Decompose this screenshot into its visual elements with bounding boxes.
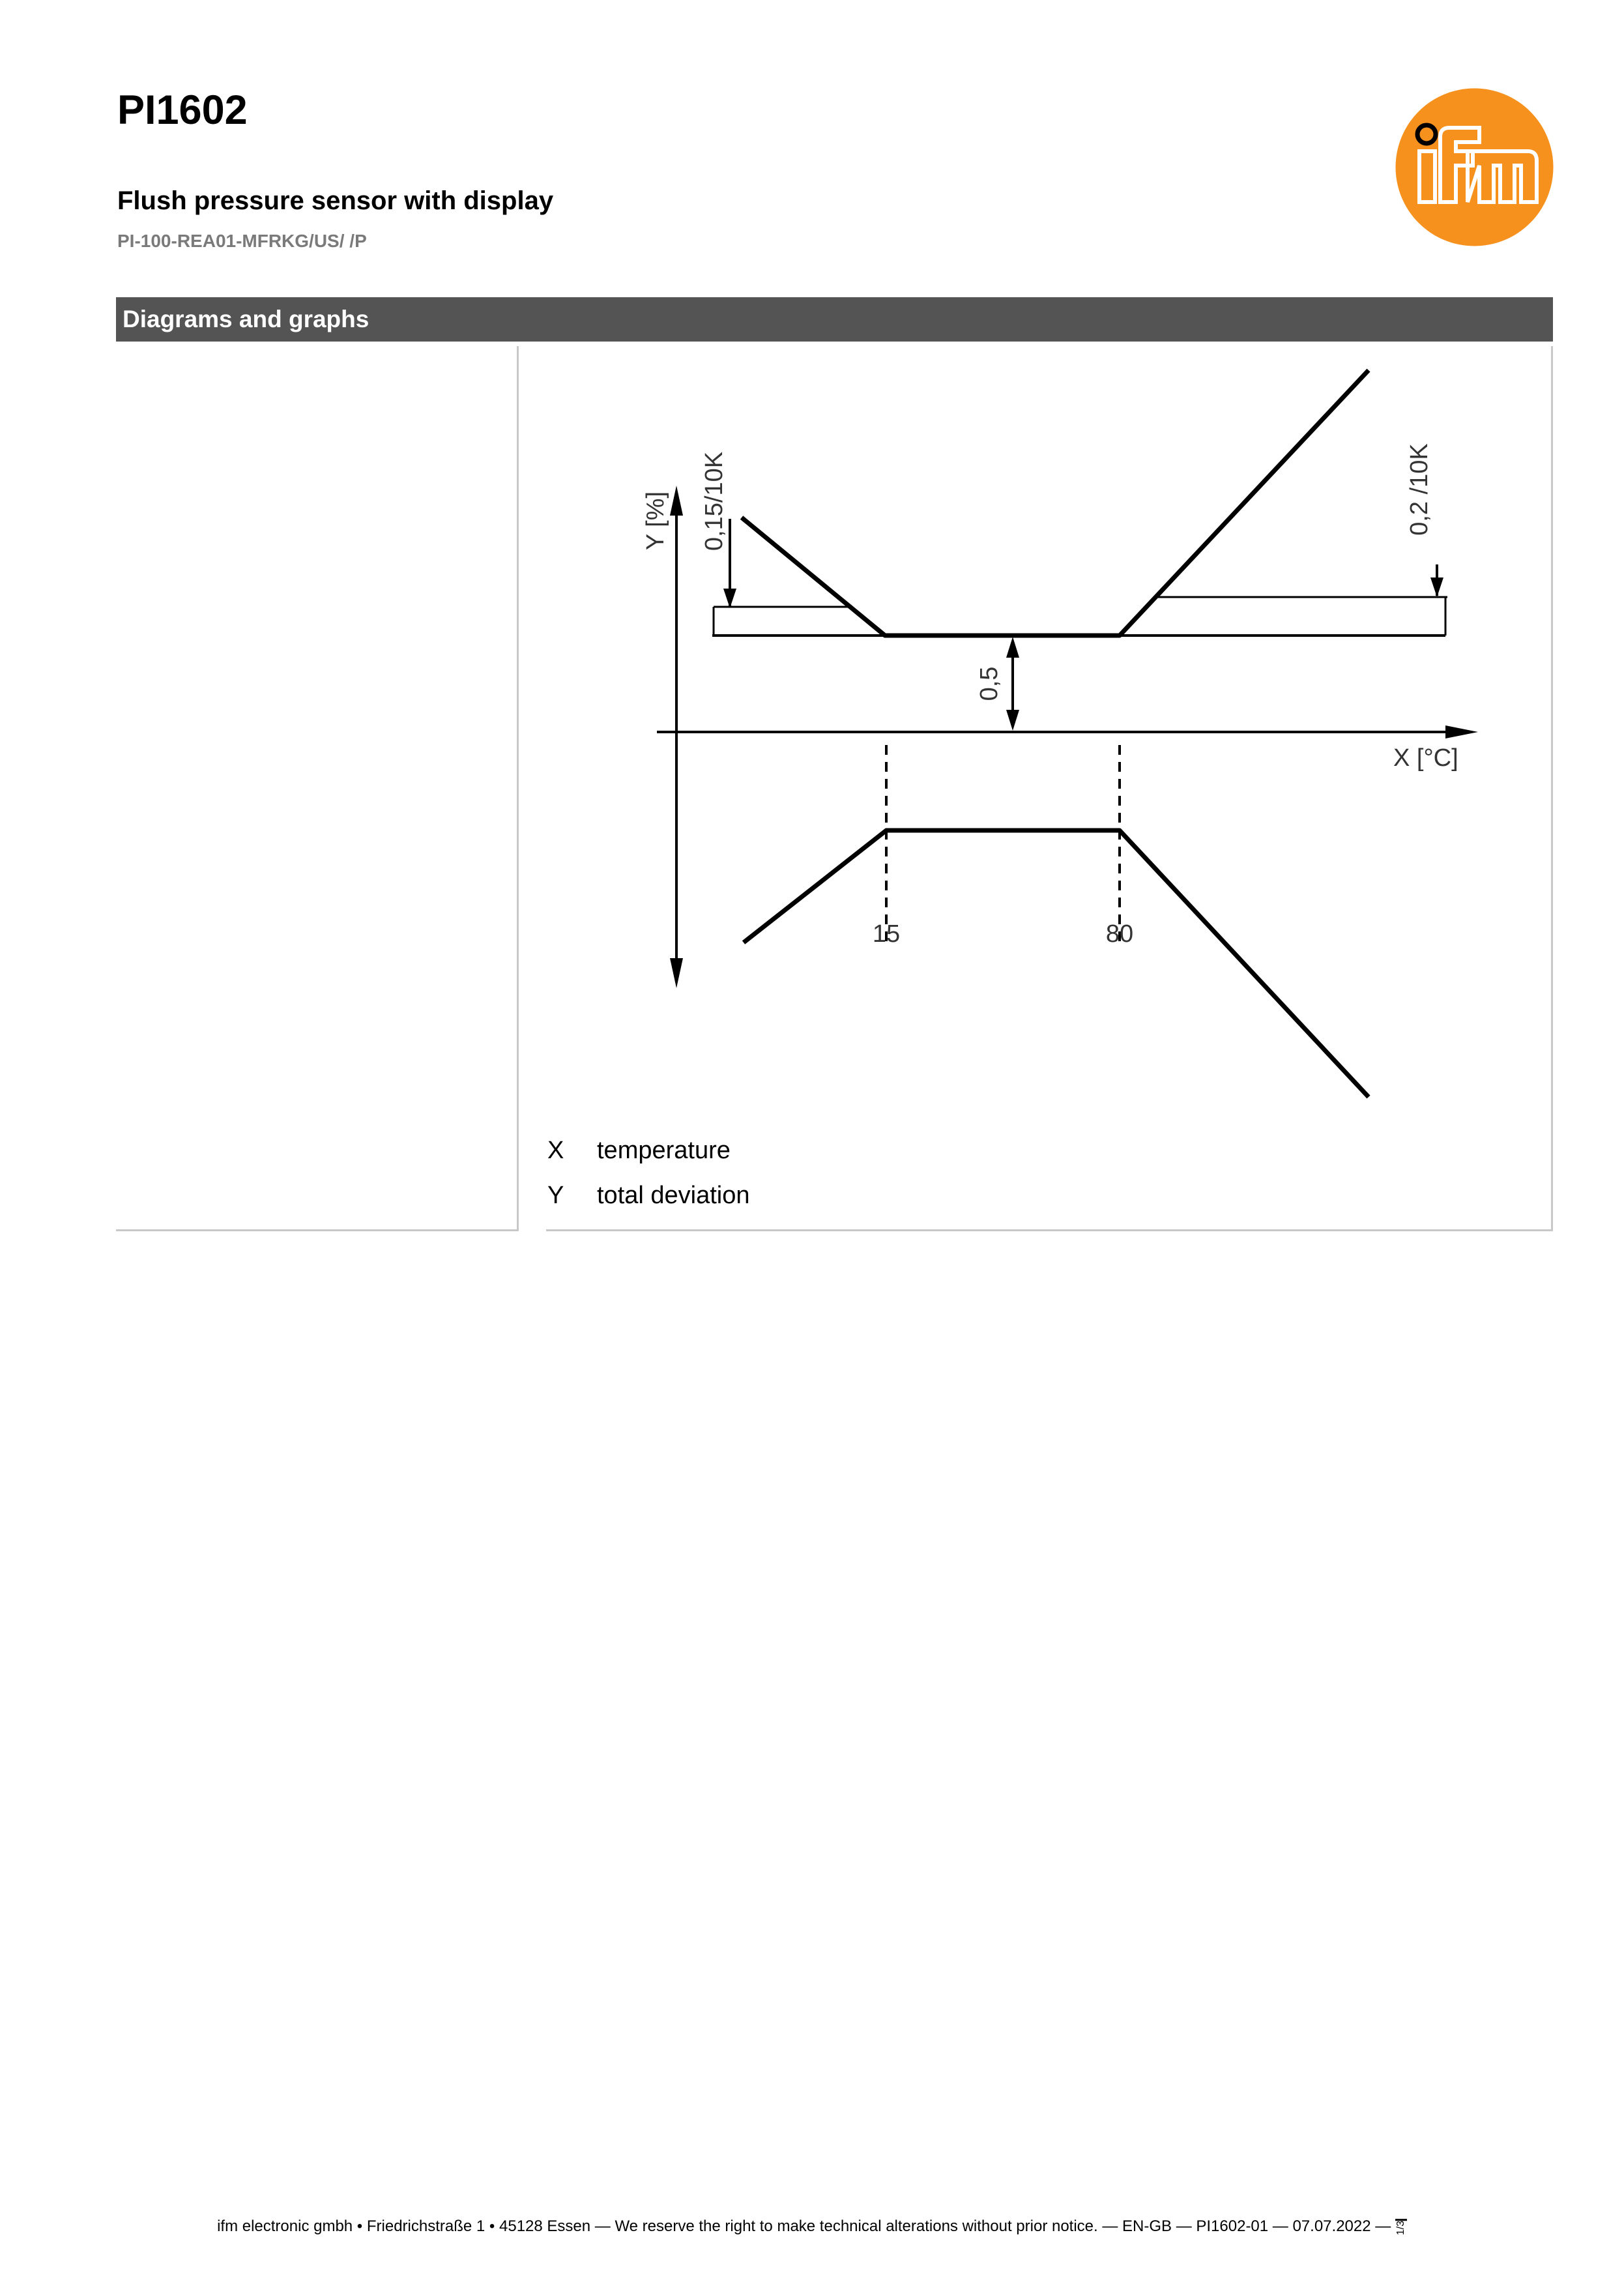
section-title: Diagrams and graphs [123, 306, 370, 332]
legend-key: X [547, 1137, 564, 1164]
offset-arrowhead-up [1006, 637, 1019, 658]
legend-value: temperature [597, 1137, 731, 1164]
right-coeff-arrowhead [1430, 577, 1443, 597]
y-axis-label: Y [%] [642, 491, 669, 551]
lower-deviation-curve [744, 830, 1369, 1097]
label-high-coefficient: 0,2 /10K [1406, 443, 1433, 536]
temperature-deviation-diagram [546, 346, 1553, 1128]
offset-arrowhead-down [1006, 710, 1019, 731]
y-axis-arrow-down [670, 958, 683, 988]
article-number: PI-100-REA01-MFRKG/US/ /P [117, 231, 367, 251]
left-coeff-arrowhead [723, 589, 736, 608]
y-axis-arrow-up [670, 486, 683, 516]
page-number: 1/3 [1395, 2219, 1407, 2235]
legend-key: Y [547, 1182, 564, 1209]
tick-15: 15 [872, 920, 901, 948]
footer-text: ifm electronic gmbh • Friedrichstraße 1 • 45128 Essen — We reserve the right to make technical alterations without prior notice. — EN-GB — PI1602-01 — 07.07.2022 — [217, 2217, 1391, 2235]
x-axis-arrow [1445, 725, 1478, 738]
page-footer [0, 2217, 1624, 2236]
section-header [116, 297, 1553, 342]
ifm-logo [1395, 87, 1554, 247]
legend-value: total deviation [597, 1182, 750, 1209]
product-code: PI1602 [117, 87, 248, 133]
upper-deviation-curve [742, 370, 1369, 636]
label-offset: 0,5 [976, 666, 1003, 701]
left-table-cell [116, 346, 519, 1231]
product-name: Flush pressure sensor with display [117, 186, 554, 215]
tick-80: 80 [1105, 920, 1134, 948]
x-axis-label: X [°C] [1393, 744, 1458, 772]
label-low-coefficient: 0,15/10K [701, 451, 728, 551]
